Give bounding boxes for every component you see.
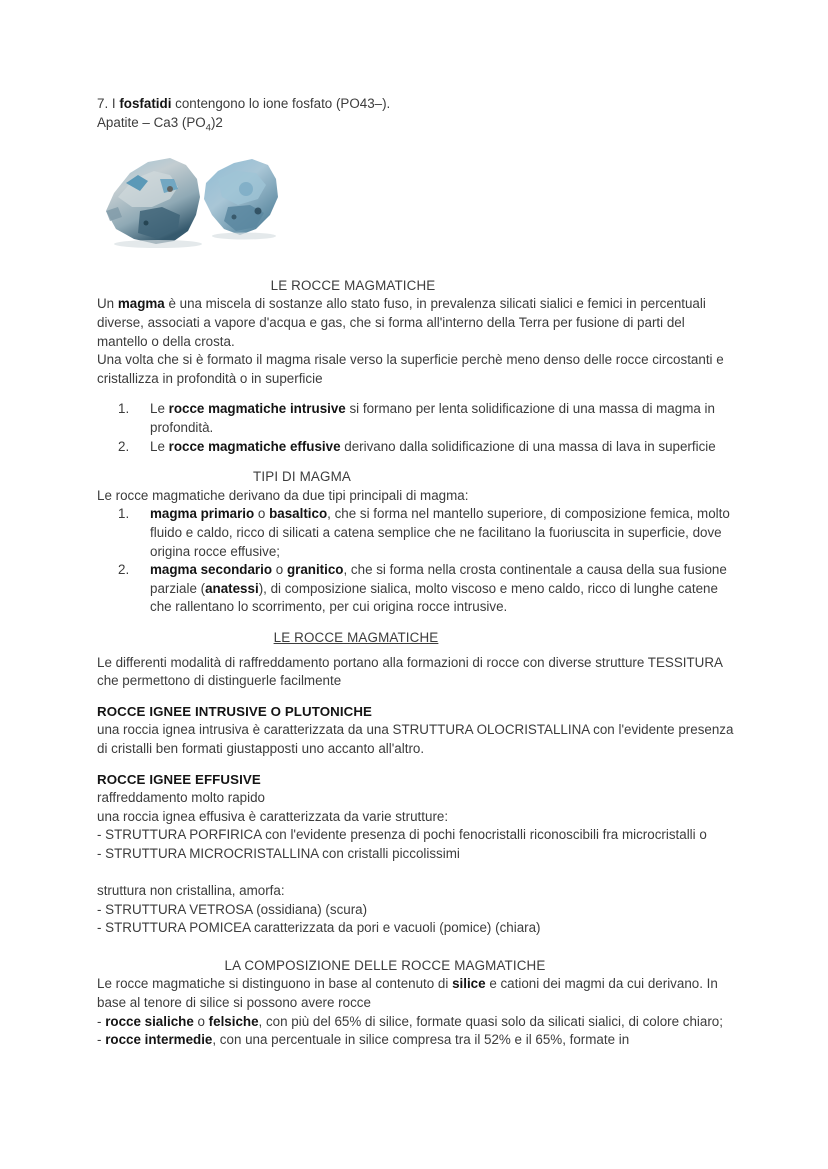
list-item-number: 1.: [118, 506, 130, 522]
bullet2-post: , con una percentuale in silice compresa tra il 52% e il 65%, formate in: [212, 1032, 630, 1048]
section1-p1-pre: Un: [97, 296, 118, 312]
block2-line-7: - STRUTTURA POMICEA caratterizzata da pori e vacuoli (pomice) (chiara): [97, 920, 541, 936]
list-item-term: rocce magmatiche intrusive: [168, 401, 346, 417]
list-item-pre: Le: [150, 401, 169, 417]
list-item-post-b: ), di composizione sialica, molto viscoso e meno caldo, ricco di lunghe catene che rallentano lo scorrimento, per cui origina rocce intrusive.: [150, 580, 718, 615]
intro-prefix: 7. I: [97, 96, 120, 111]
section1-heading-text: LE ROCCE MAGMATICHE: [270, 277, 436, 293]
spacer-before-section1-list: [97, 388, 737, 400]
section4-term-rocce-intermedie: rocce intermedie: [105, 1032, 213, 1048]
subheading-rocce-ignee-effusive: ROCCE IGNEE EFFUSIVE: [97, 771, 261, 787]
apatite-formula-post: )2: [210, 114, 223, 130]
section2-heading-text: TIPI DI MAGMA: [253, 469, 351, 485]
section4-heading-text: LA COMPOSIZIONE DELLE ROCCE MAGMATICHE: [224, 957, 546, 973]
list-item-term-primary: magma primario: [150, 506, 255, 522]
spacer-before-block1: [97, 691, 737, 703]
block2-line-4: - STRUTTURA MICROCRISTALLINA con cristalli piccolissimi: [97, 845, 460, 861]
block2-line-1: raffreddamento molto rapido: [97, 790, 265, 806]
document-content: [97, 95, 737, 1050]
section4-term-silice: silice: [452, 976, 486, 992]
section1-paragraph-1: [97, 295, 737, 351]
spacer-after-section1-list: [97, 456, 737, 468]
section1-p1-post: è una miscela di sostanze allo stato fuso, in prevalenza silicati sialici e femici in percentuali diverse, associati a vapore d'acqua e gas, che si forma all'interno della Terra per fusione di parti del mantello o della crosta.: [97, 296, 706, 349]
list-item-number: 1.: [118, 401, 130, 417]
list-item-term-secondary: granitico: [286, 562, 344, 578]
section3-heading: [97, 629, 737, 648]
apatite-rock-illustration: [100, 149, 282, 249]
list-item: [97, 561, 737, 617]
list-item-term-anatessi: anatessi: [205, 580, 259, 596]
list-item-number: 2.: [118, 562, 130, 578]
section1-heading: [97, 277, 737, 296]
section4-bullet-2: [97, 1031, 737, 1050]
apatite-formula-subscript: 4: [205, 122, 211, 134]
section2-numbered-list: [97, 505, 737, 617]
section4-heading: [97, 957, 737, 976]
list-item-term-primary: magma secondario: [150, 562, 273, 578]
section3-paragraph-1: Le differenti modalità di raffreddamento portano alla formazioni di rocce con diverse strutture TESSITURA che permettono di distinguerle facilmente: [97, 654, 723, 689]
blank-line: [97, 863, 737, 882]
section3-heading-text: LE ROCCE MAGMATICHE: [273, 629, 439, 645]
intro-suffix: contengono lo ione fosfato (PO43–).: [171, 96, 391, 111]
list-item: [97, 505, 737, 561]
list-item-pre: Le: [150, 438, 169, 454]
section1-paragraph-2: Una volta che si è formato il magma risale verso la superficie perchè meno denso delle rocce circostanti e cristallizza in profondità o in superficie: [97, 352, 724, 386]
section4-paragraph-1: [97, 975, 737, 1012]
spacer-before-block2: [97, 759, 737, 771]
list-item-post-a: , che si forma nella crosta continentale a causa della sua fusione parziale (: [150, 562, 727, 596]
section4-term-rocce-sialiche: rocce sialiche: [105, 1013, 194, 1029]
spacer-after-photo: [97, 249, 737, 277]
subheading-rocce-ignee-intrusive: ROCCE IGNEE INTRUSIVE O PLUTONICHE: [97, 703, 373, 719]
block2-line-3: - STRUTTURA PORFIRICA con l'evidente presenza di pochi fenocristalli riconoscibili fra microcristalli o: [97, 827, 707, 843]
list-item-mid: o: [254, 506, 270, 522]
section4-p1-post: e cationi dei magmi da cui derivano. In base al tenore di silice si possono avere rocce: [97, 976, 718, 1011]
list-item-term-secondary: basaltico: [269, 506, 328, 522]
bullet1-mid: o: [193, 1013, 209, 1029]
list-item: [97, 400, 737, 437]
list-item-number: 2.: [118, 438, 130, 454]
apatite-formula-pre: Apatite – Ca3 (PO: [97, 114, 206, 130]
intro-term-fosfatidi: fosfatidi: [119, 96, 172, 111]
section4-term-felsiche: felsiche: [208, 1013, 259, 1029]
spacer-after-section2-list: [97, 617, 737, 629]
section1-numbered-list: [97, 400, 737, 456]
section2-heading: [97, 468, 737, 487]
list-item-post: si formano per lenta solidificazione di una massa di magma in profondità.: [150, 401, 715, 436]
spacer-before-section4: [97, 938, 737, 957]
section4-bullet-1: [97, 1013, 737, 1032]
list-item-post: , che si forma nel mantello superiore, di composizione femica, molto fluido e caldo, ricco di silicati a catena semplice che ne facilitano la fuoriuscita in superficie, dove origina rocce effusive;: [150, 506, 730, 559]
section2-intro: Le rocce magmatiche derivano da due tipi principali di magma:: [97, 487, 469, 503]
apatite-rock-photo: [100, 149, 282, 249]
bullet1-post: , con più del 65% di silice, formate quasi solo da silicati sialici, di colore chiaro;: [258, 1013, 723, 1029]
block2-line-5: struttura non cristallina, amorfa:: [97, 883, 285, 899]
block2-line-2: una roccia ignea effusiva è caratterizzata da varie strutture:: [97, 808, 449, 824]
list-item: [97, 438, 737, 457]
section1-term-magma: magma: [117, 296, 165, 312]
bullet-dash: -: [97, 1032, 106, 1048]
block2-line-6: - STRUTTURA VETROSA (ossidiana) (scura): [97, 901, 368, 917]
intro-line-2: [97, 114, 737, 138]
list-item-mid: o: [272, 562, 287, 578]
list-item-post: derivano dalla solidificazione di una massa di lava in superficie: [340, 438, 716, 454]
section4-p1-pre: Le rocce magmatiche si distinguono in base al contenuto di: [97, 976, 453, 992]
block1-body: una roccia ignea intrusiva è caratterizzata da una STRUTTURA OLOCRISTALLINA con l'evidente presenza di cristalli ben formati giustapposti uno accanto all'altro.: [97, 722, 734, 756]
list-item-term: rocce magmatiche effusive: [168, 438, 341, 454]
bullet-dash: -: [97, 1013, 106, 1029]
intro-line-1: [97, 95, 737, 114]
